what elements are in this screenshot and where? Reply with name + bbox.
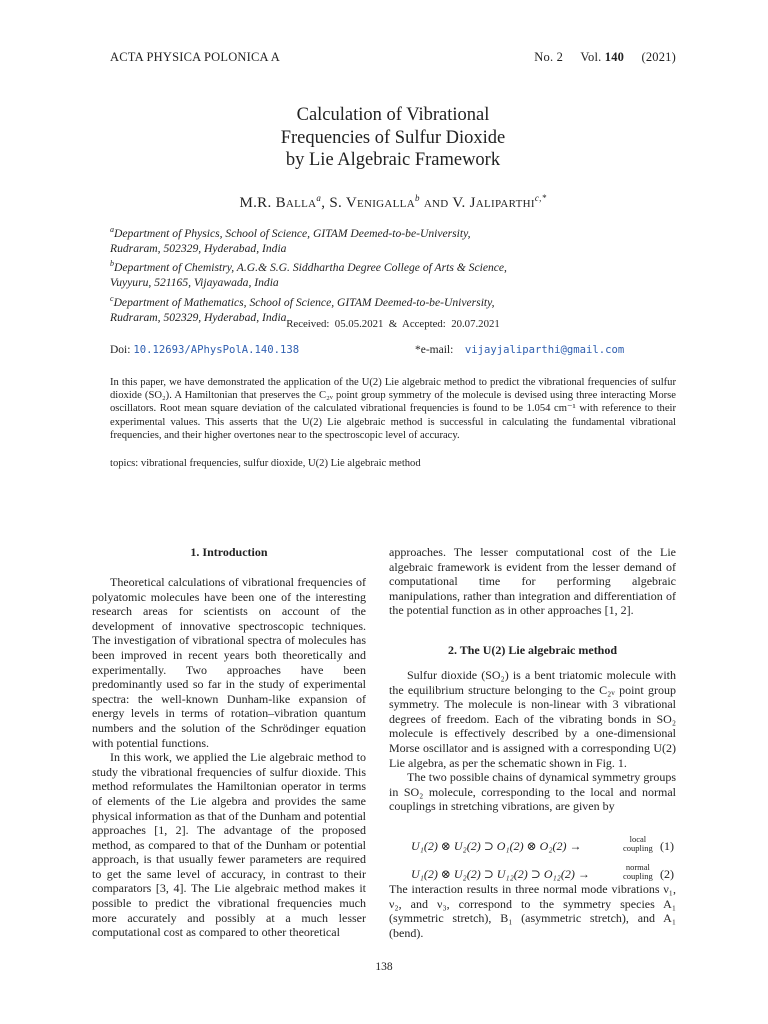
equation-1-arrow-label [623, 835, 653, 852]
affiliation-marker: c [110, 293, 114, 303]
intro-continuation: approaches. The lesser computational cost of the Lie algebraic framework is evident from the lesser demand of computational time for performing algebraic manipulations, rather than integration and differentiation of the potential function as in other approaches [1, 2]. [389, 545, 676, 618]
author-1: M.R. Balla [239, 195, 317, 211]
doi-link[interactable]: 10.12693/APhysPolA.140.138 [133, 344, 300, 356]
author-list [110, 193, 676, 212]
left-column [92, 575, 366, 940]
doi-label: Doi: [110, 344, 131, 356]
intro-paragraph-1: Theoretical calculations of vibrational frequencies of polyatomic molecules have been one of the interesting research areas for scientists on account of the development of innovative spectroscopic techniques. The investigation of vibrational spectra of molecules has been improved in recent years both theoretically and experimentally. Two approaches have been predominantly used so far in the study of experimental spectra: the well-known Dunham-like expansion of energy levels in terms of rotation–vibration quantum numbers and the solution of the Schrödinger equation with potential functions. [92, 575, 366, 750]
accepted-date: 20.07.2021 [451, 318, 500, 330]
affiliation-c [110, 291, 676, 310]
volume-info [580, 50, 624, 64]
affiliation-marker: b [110, 259, 114, 269]
author-2-affil: b [414, 193, 420, 203]
intro-paragraph-2: In this work, we applied the Lie algebraic method to study the vibrational frequencies of sulfur dioxide. This method reformulates the Hamiltonian operator in terms of elements of the Lie algebra and provides the same physical information as that of the Dunham and potential approaches [1, 2]. The advantage of the proposed method, as compared to that of the Dunham or potential approach, is that usually fewer parameters are required to get the same level of accuracy, in contrast to their comparators [3, 4]. The Lie algebraic method makes it possible to predict the vibrational frequencies much more accurately and possibly at a much lesser computational cost as compared to other theoretical [92, 750, 366, 940]
submission-dates [110, 318, 676, 330]
affiliation-text: Department of Chemistry, A.G.& S.G. Siddhartha Degree College of Arts & Science, [114, 261, 507, 275]
dates-separator: & [388, 318, 398, 330]
affiliation-b [110, 256, 676, 275]
equation-2-body: U₁(2) ⊗ U₂(2) ⊃ U₁₂(2) ⊃ O₁₂(2) → [411, 867, 590, 881]
title-line-3: by Lie Algebraic Framework [285, 150, 501, 170]
author-3-affil: c,* [534, 193, 547, 203]
section-2-paragraph-3: The interaction results in three normal mode vibrations ν₁, ν₂, and ν₃, correspond to the symmetry species A₁ (symmetric stretch), B₁ (asymmetric stretch), and A₁ (bend). [389, 882, 676, 940]
received-date: 05.05.2021 [334, 318, 384, 330]
affiliation-a [110, 222, 676, 241]
author-1-affil: a [316, 193, 322, 203]
equation-2-label-top: normal [625, 862, 650, 872]
email-link[interactable]: vijayjaliparthi@gmail.com [464, 344, 625, 356]
author-2: S. Venigalla [329, 195, 415, 211]
section-2-paragraph-1: Sulfur dioxide (SO₂) is a bent triatomic molecule with the equilibrium structure belonging to the C₂ᵥ point group symmetry. The molecule is non-linear with 3 vibrational degrees of freedom. Each of the vibrating bonds in SO₂ molecule is effectively described by a one-dimensional Morse oscillator and is assigned with a corresponding U(2) Lie algebra, as per the schematic shown in Fig. 1. [389, 668, 676, 770]
section-1-title: 1. Introduction [190, 545, 268, 559]
affiliation-a-cont: Rudraram, 502329, Hyderabad, India [110, 242, 287, 256]
author-separator: and [419, 195, 453, 211]
right-column-top [389, 545, 676, 618]
title-line-1: Calculation of Vibrational [296, 105, 490, 125]
affiliation-c-cont: Rudraram, 502329, Hyderabad, India [110, 310, 287, 324]
volume-label: Vol. [580, 50, 602, 64]
doi-line [110, 344, 299, 356]
topics-keywords: topics: vibrational frequencies, sulfur dioxide, U(2) Lie algebraic method [110, 458, 421, 469]
issue-year: (2021) [641, 50, 676, 64]
equation-1 [389, 834, 676, 857]
equation-2-label-bottom: coupling [623, 870, 653, 881]
equation-2-number: (2) [660, 867, 674, 881]
author-separator: , [321, 195, 330, 211]
right-column-section-2 [389, 668, 676, 814]
affiliation-b-cont: Vuyyuru, 521165, Vijayawada, India [110, 276, 279, 290]
abstract [110, 376, 676, 442]
affiliation-text: Department of Mathematics, School of Science, GITAM Deemed-to-be-University, [113, 295, 495, 309]
section-2-title: 2. The U(2) Lie algebraic method [447, 643, 618, 657]
section-2-paragraph-2: The two possible chains of dynamical symmetry groups in SO₂ molecule, corresponding to the local and normal couplings in stretching vibrations, are given by [389, 770, 676, 814]
author-3: V. Jaliparthi [452, 195, 535, 211]
accepted-label: Accepted: [402, 318, 446, 330]
page-number: 138 [375, 961, 393, 973]
title-line-2: Frequencies of Sulfur Dioxide [280, 127, 506, 148]
issue-info [520, 50, 676, 65]
abstract-text: In this paper, we have demonstrated the application of the U(2) Lie algebraic method to predict the vibrational frequencies of sulfur dioxide (SO₂). A Hamiltonian that preserves the C₂ᵥ point group symmetry of the molecule is devised using three interacting Morse oscillators. Root mean square deviation of the calculated vibrational frequencies is found to be 1.054 cm⁻¹ with reference to their experimental values. This asserts that the U(2) Lie algebraic method is successful in calculating the fundamental vibrational frequencies, and their higher overtones near to the spectroscopic level of accuracy. [110, 377, 676, 441]
affiliations [110, 222, 676, 325]
email-label: *e-mail: [415, 344, 454, 356]
equation-1-label-bottom: coupling [623, 842, 653, 853]
received-label: Received: [286, 318, 330, 330]
equation-1-body: U₁(2) ⊗ U₂(2) ⊃ O₁(2) ⊗ O₂(2) → [411, 839, 582, 853]
affiliation-text: Department of Physics, School of Science, GITAM Deemed-to-be-University, [114, 226, 471, 240]
volume-number: 140 [604, 50, 625, 64]
equation-1-number: (1) [660, 839, 674, 853]
journal-name: ACTA PHYSICA POLONICA A [110, 50, 280, 64]
affiliation-marker: a [110, 225, 114, 234]
email-line [415, 344, 624, 356]
paper-title [110, 104, 676, 172]
right-column-bottom [389, 882, 676, 940]
equation-2-arrow-label [623, 863, 653, 880]
issue-number: No. 2 [534, 50, 564, 64]
equation-1-label-top: local [629, 834, 647, 844]
